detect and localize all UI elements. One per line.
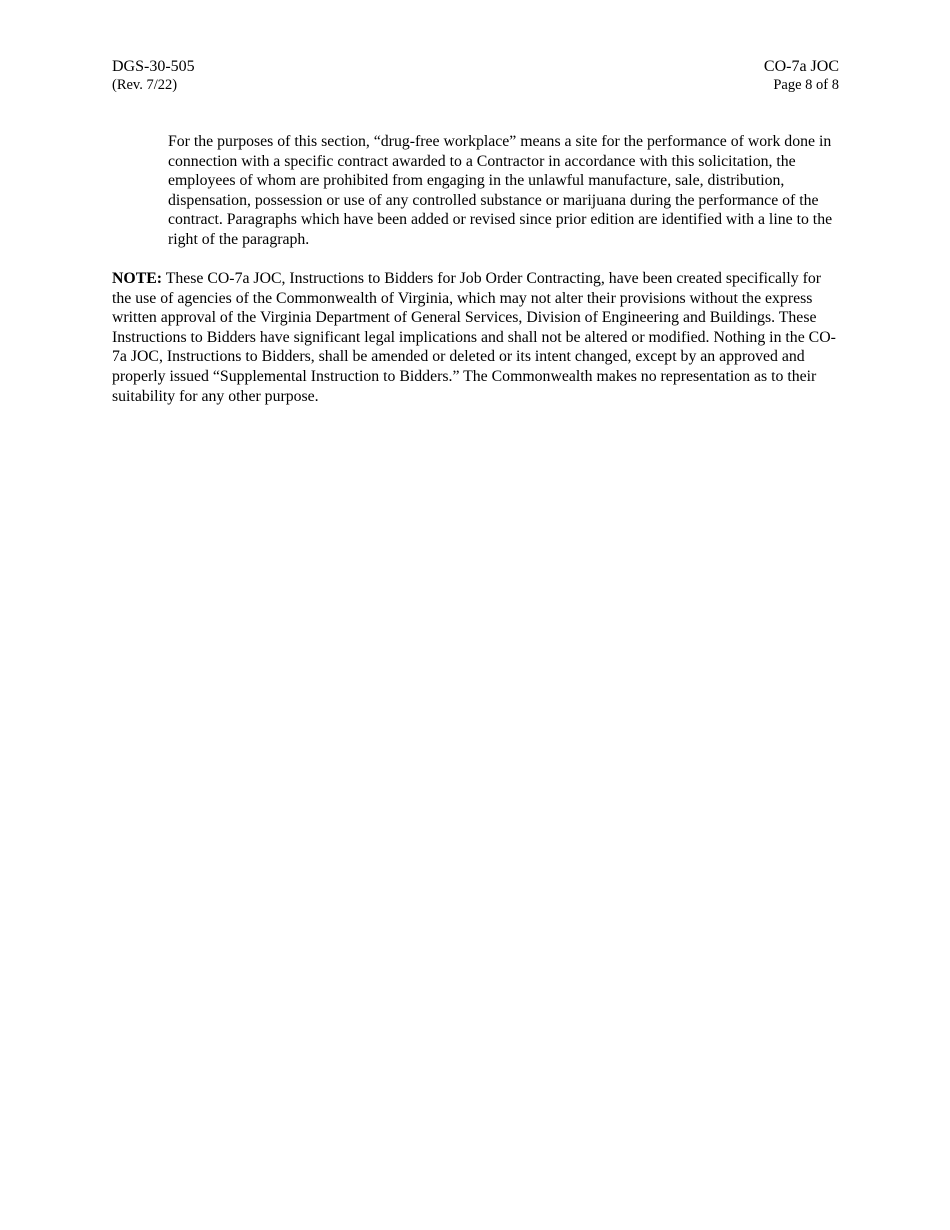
- header-right: [764, 57, 839, 94]
- page-number: Page 8 of 8: [773, 77, 839, 93]
- revision-date: (Rev. 7/22): [112, 77, 178, 93]
- note-text: These CO-7a JOC, Instructions to Bidders for Job Order Contracting, have been created specifically for the use of agencies of the Commonwealth of Virginia, which may not alter their provisions without the express written approval of the Virginia Department of General Services, Division of Engineering and Buildings. These Instructions to Bidders have significant legal implications and shall not be altered or modified. Nothing in the CO-7a JOC, Instructions to Bidders, shall be amended or deleted or its intent changed, except by an approved and properly issued “Supplemental Instruction to Bidders.” The Commonwealth makes no representation as to their suitability for any other purpose.: [112, 270, 836, 405]
- header-left: [112, 57, 195, 94]
- note-paragraph: [112, 269, 836, 406]
- drug-free-workplace-definition: For the purposes of this section, “drug-free workplace” means a site for the performance of work done in connection with a specific contract awarded to a Contractor in accordance with this solicitation, the employees of whom are prohibited from engaging in the unlawful manufacture, sale, distribution, dispensation, possession or use of any controlled substance or marijuana during the performance of the contract. Paragraphs which have been added or revised since prior edition are identified with a line to the right of the paragraph.: [168, 133, 833, 248]
- form-number: DGS-30-505: [112, 58, 195, 75]
- document-code: CO-7a JOC: [763, 58, 839, 75]
- note-label: NOTE:: [112, 270, 163, 287]
